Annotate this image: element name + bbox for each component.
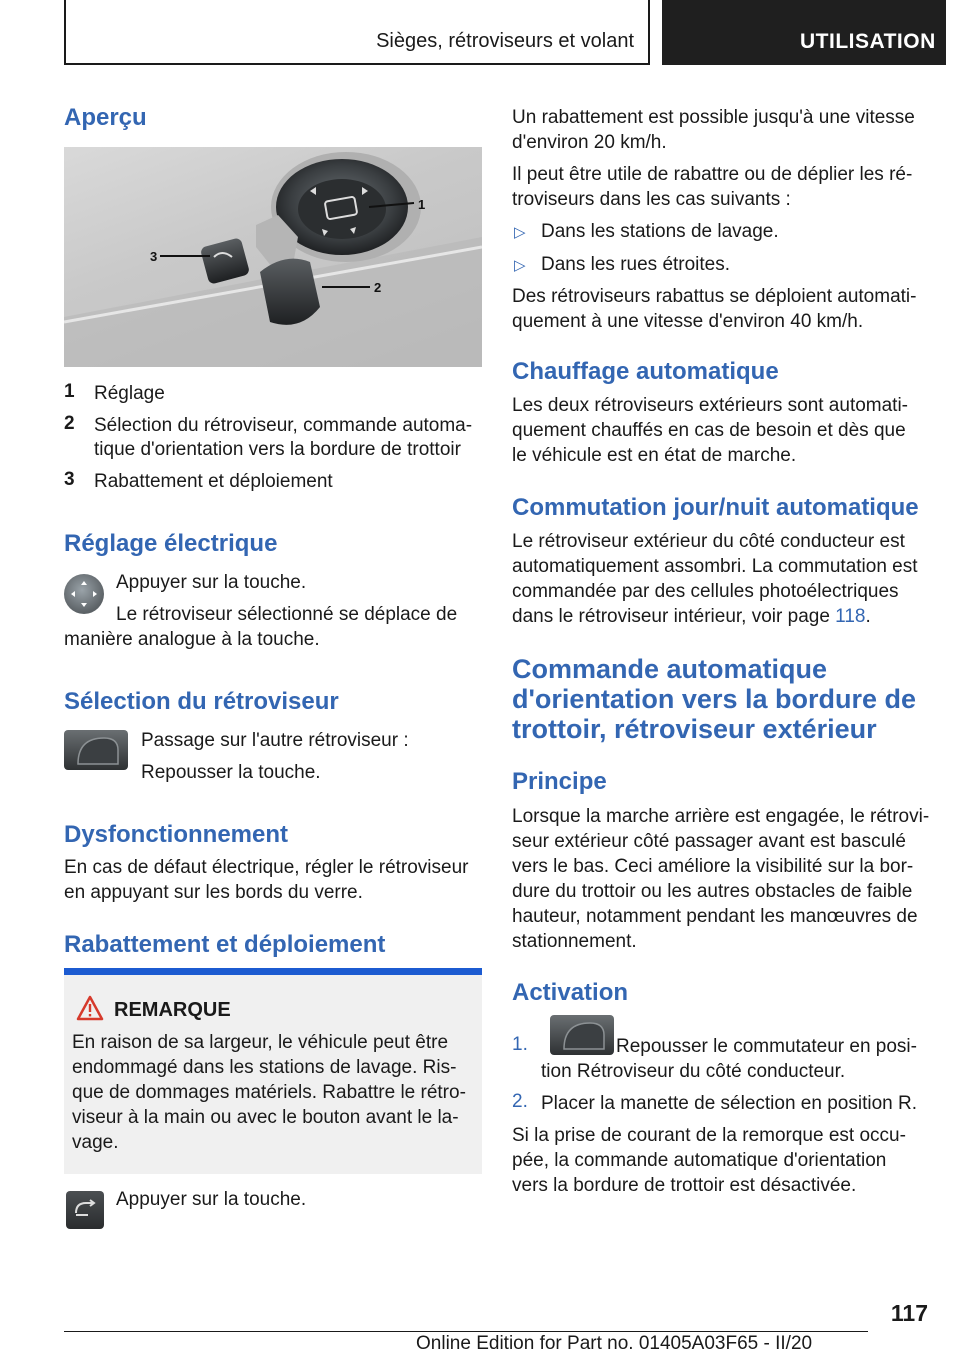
warning-triangle-icon (76, 995, 104, 1021)
principe-line-3: vers le bas. Ceci améliore la visibilité sur la bor- (512, 856, 914, 877)
rabattement-heading: Rabattement et déploiement (64, 931, 386, 958)
right-line-5: Des rétroviseurs rabattus se déploient automati- (512, 286, 917, 307)
page-number: 117 (890, 1300, 928, 1326)
commande-automatique-heading: Commande automatique d'orientation vers la bordure de trottoir, rétroviseur extérieur (512, 654, 916, 744)
note-line-3: que de dommages matériels. Rabattre le rétro- (72, 1082, 466, 1103)
final-line-2: pée, la commande automatique d'orientation (512, 1150, 887, 1171)
photo-label-3: 3 (150, 249, 158, 264)
reglage-heading: Réglage électrique (64, 530, 278, 557)
dysf-line-1: En cas de défaut électrique, régler le rétroviseur (64, 857, 469, 878)
edition-text: Online Edition for Part no. 01405A03F65 - II/20 (416, 1333, 813, 1354)
commutation-heading: Commutation jour/nuit automatique (512, 494, 919, 521)
comm-line-1: Le rétroviseur extérieur du côté conducteur est (512, 531, 905, 552)
selection-heading: Sélection du rétroviseur (64, 688, 339, 715)
legend-text-1: Réglage (94, 383, 165, 404)
comm-line-4-dot: . (865, 606, 871, 627)
legend-num-1: 1 (64, 381, 75, 402)
note-line-5: vage. (72, 1132, 119, 1153)
reglage-line-1: Appuyer sur la touche. (116, 572, 307, 593)
mirror-switch-icon (550, 1015, 614, 1055)
legend-text-2b: tique d'orientation vers la bordure de trottoir (94, 439, 461, 460)
page-reference-link[interactable]: 118 (835, 606, 866, 627)
legend-text-2: Sélection du rétroviseur, commande automa- (94, 415, 473, 436)
bullet-text-1: Dans les stations de lavage. (541, 221, 779, 242)
right-line-3: Il peut être utile de rabattre ou de déplier les ré- (512, 164, 913, 185)
footer-divider (64, 1331, 868, 1332)
step-1-line-a: Repousser le commutateur en posi- (616, 1036, 917, 1057)
step-2-line-a: Placer la manette de sélection en position R. (541, 1093, 917, 1114)
comm-line-4 (512, 604, 871, 629)
note-title: REMARQUE (114, 999, 231, 1021)
note-line-4: viseur à la main ou avec le bouton avant le la- (72, 1107, 459, 1128)
final-line-1: Si la prise de courant de la remorque est occu- (512, 1125, 906, 1146)
bullet-marker-2: ▷ (514, 257, 526, 274)
activation-heading: Activation (512, 979, 629, 1006)
dysfonctionnement-heading: Dysfonctionnement (64, 821, 289, 848)
comm-line-2: automatiquement assombri. La commutation est (512, 556, 918, 577)
chauffage-heading: Chauffage automatique (512, 358, 779, 385)
step-num-1: 1. (512, 1034, 528, 1055)
step-1-line-b: tion Rétroviseur du côté conducteur. (541, 1061, 846, 1082)
chauff-line-2: quement chauffés en cas de besoin et dès que (512, 420, 906, 441)
principe-line-1: Lorsque la marche arrière est engagée, le rétrovi- (512, 806, 930, 827)
principe-line-6: stationnement. (512, 931, 637, 952)
comm-line-4-text: dans le rétroviseur intérieur, voir page (512, 606, 836, 627)
chauff-line-3: le véhicule est en état de marche. (512, 445, 797, 466)
bullet-text-2: Dans les rues étroites. (541, 254, 731, 275)
legend-text-3: Rabattement et déploiement (94, 471, 333, 492)
principe-line-2: seur extérieur côté passager avant est basculé (512, 831, 906, 852)
press-key-text: Appuyer sur la touche. (116, 1189, 307, 1210)
mirror-control-photo (64, 147, 482, 367)
right-line-2: d'environ 20 km/h. (512, 132, 667, 153)
selection-line-1: Passage sur l'autre rétroviseur : (141, 730, 409, 751)
right-line-6: quement à une vitesse d'environ 40 km/h. (512, 311, 864, 332)
reglage-line-2: Le rétroviseur sélectionné se déplace de (116, 604, 458, 625)
fold-mirror-icon (66, 1191, 104, 1229)
legend-num-2: 2 (64, 413, 75, 434)
final-line-3: vers la bordure de trottoir est désactivée. (512, 1175, 857, 1196)
note-accent-bar (64, 968, 482, 975)
bullet-marker-1: ▷ (514, 224, 526, 241)
header-section-title: Sièges, rétroviseurs et volant (376, 30, 634, 52)
mirror-switch-icon (64, 730, 128, 770)
selection-line-2: Repousser la touche. (141, 762, 321, 783)
header-section-box (64, 0, 650, 65)
apercu-heading: Aperçu (64, 104, 147, 131)
note-line-2: endommagé dans les stations de lavage. Ris- (72, 1057, 457, 1078)
header-chapter-title: UTILISATION (800, 30, 936, 53)
principe-line-4: dure du trottoir ou les autres obstacles de faible (512, 881, 913, 902)
four-way-mirror-icon (64, 574, 104, 614)
mirror-control-illustration (64, 147, 482, 367)
right-line-4: troviseurs dans les cas suivants : (512, 189, 791, 210)
photo-label-1: 1 (418, 197, 426, 212)
principe-heading: Principe (512, 768, 607, 795)
note-line-1: En raison de sa largeur, le véhicule peut être (72, 1032, 449, 1053)
principe-line-5: hauteur, notamment pendant les manœuvres de (512, 906, 918, 927)
legend-num-3: 3 (64, 469, 75, 490)
remarque-note (64, 975, 482, 1174)
comm-line-3: commandée par des cellules photoélectriques (512, 581, 899, 602)
step-num-2: 2. (512, 1091, 528, 1112)
chauff-line-1: Les deux rétroviseurs extérieurs sont automati- (512, 395, 909, 416)
photo-label-2: 2 (374, 280, 382, 295)
reglage-line-3: manière analogue à la touche. (64, 629, 320, 650)
header-chapter-box (662, 0, 946, 65)
dysf-line-2: en appuyant sur les bords du verre. (64, 882, 363, 903)
right-line-1: Un rabattement est possible jusqu'à une vitesse (512, 107, 915, 128)
